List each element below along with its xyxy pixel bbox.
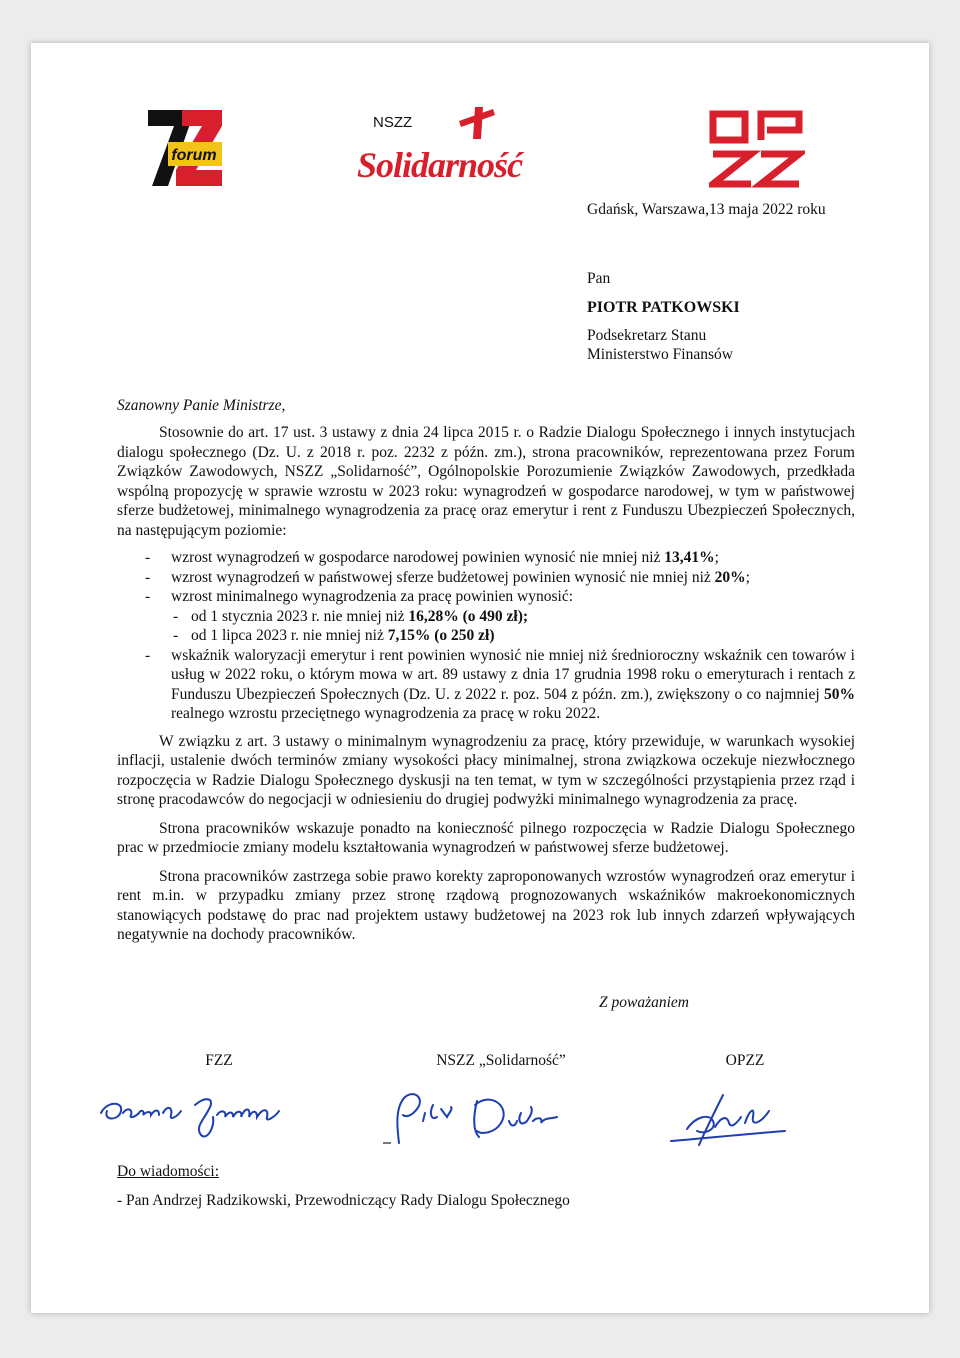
fzz-logo-text: forum (171, 147, 217, 164)
signature-fzz (97, 1087, 307, 1147)
signatory-fzz: FZZ (205, 1052, 233, 1069)
paragraph-1: Stosownie do art. 17 ust. 3 ustawy z dnia 24 lipca 2015 r. o Radzie Dialogu Społecznego i innych instytucjach dialogu społecznego (Dz. U. z 2018 r. poz. 2232 z późn. zm.), strona pracowników, reprezentowana przez Forum Związków Zawodowych, NSZZ „Solidarność”, Ogólnopolskie Porozumienie Związków Zawodowych, przedkłada wspólną propozycję w sprawie wzrostu w 2023 roku: wynagrodzeń w gospodarce narodowej, w tym w państwowej sferze budżetowej, minimalnego wynagrodzenia za pracę oraz emerytur i rent z Funduszu Ubezpieczeń Społecznych, na następującym poziomie: (117, 424, 855, 539)
value-13-41: 13,41% (664, 549, 715, 566)
paragraph-2: W związku z art. 3 ustawy o minimalnym wynagrodzeniu za pracę, który przewiduje, w warunkach wysokiej inflacji, ustalenie dwóch terminów zmiany wysokości płacy minimalnej, strona związkowa oczekuje niezwłocznego rozpoczęcia w Radzie Dialogu Społecznego dyskusji na ten temat, w tym w szczególności przystąpienia przez rząd i stronę pracodawców do negocjacji w odniesieniu do drugiej podwyżki minimalnego wynagrodzenia za pracę. (117, 732, 855, 808)
list-item: - wzrost minimalnego wynagrodzenia za pracę powinien wynosić: - od 1 stycznia 2023 r. nie mniej niż 16,28% (o 490 zł); - od 1 lipca 2023 r. nie mniej niż 7,15% (o 250 zł) (117, 587, 855, 646)
signature-nszz (381, 1087, 581, 1153)
list-item: - wzrost wynagrodzeń w państwowej sferze budżetowej powinien wynosić nie mniej niż 20%; (145, 568, 750, 586)
letter-page (31, 43, 929, 1313)
addressee-position: Podsekretarz Stanu (587, 327, 707, 344)
addressee-name: PIOTR PATKOWSKI (587, 299, 740, 316)
sublist-item: - od 1 stycznia 2023 r. nie mniej niż 16,28% (o 490 zł); (173, 607, 529, 625)
fzz-logo (146, 108, 226, 188)
letter-date: Gdańsk, Warszawa,13 maja 2022 roku (587, 201, 826, 218)
solidarnosc-logo (355, 105, 550, 190)
cc-item: - Pan Andrzej Radzikowski, Przewodniczący Rady Dialogu Społecznego (117, 1192, 570, 1209)
value-20: 20% (714, 568, 746, 586)
letter-body (117, 423, 855, 945)
cc-title: Do wiadomości: (117, 1163, 220, 1180)
minimum-wage-sublist (171, 607, 855, 646)
paragraph-3: Strona pracowników wskazuje ponadto na konieczność pilnego rozpoczęcia w Radzie Dialogu Społecznego prac w przedmiocie zmiany modelu kształtowania wynagrodzeń w państwowej sferze budżetowej. (117, 819, 855, 856)
list-item: - wzrost wynagrodzeń w gospodarce narodowej powinien wynosić nie mniej niż 13,41%; (145, 549, 719, 566)
signature-opzz (665, 1087, 795, 1157)
paragraph-4: Strona pracowników zastrzega sobie prawo korekty zaproponowanych wzrostów wynagrodzeń oraz emerytur i rent m.in. w przypadku zmiany przez stronę rządową prognozowanych wskaźników makroekonomicznych stanowiących podstawę do prac nad projektem ustawy budżetowej na 2023 rok lub innych zdarzeń wpływających negatywnie na dochody pracowników. (117, 867, 855, 943)
proposal-list (117, 548, 855, 724)
closing: Z poważaniem (599, 994, 689, 1011)
solidarnosc-logo-top-text: NSZZ (373, 114, 413, 131)
sublist-item: - od 1 lipca 2023 r. nie mniej niż 7,15% (o 250 zł) (173, 627, 495, 644)
value-50: 50% (824, 685, 855, 703)
list-item: - wskaźnik waloryzacji emerytur i rent powinien wynosić nie mniej niż średnioroczny wskaźnik cen towarów i usług w 2022 roku, o którym mowa w art. 89 ustawy z dnia 17 grudnia 1998 roku o emeryturach i rentach z Funduszu Ubezpieczeń Społecznych (Dz. U. z 2022 r. poz. 504 z późn. zm.), zwiększony o co najmniej 50% realnego wzrostu przeciętnego wynagrodzenia za pracę w roku 2022. (145, 646, 855, 722)
addressee-title: Pan (587, 270, 611, 287)
signatory-opzz: OPZZ (725, 1052, 765, 1069)
salutation: Szanowny Panie Ministrze, (117, 397, 286, 414)
addressee-ministry: Ministerstwo Finansów (587, 346, 733, 363)
solidarnosc-logo-main-text: Solidarność (357, 145, 523, 185)
signatory-nszz: NSZZ „Solidarność” (436, 1052, 566, 1069)
opzz-logo (709, 108, 805, 188)
